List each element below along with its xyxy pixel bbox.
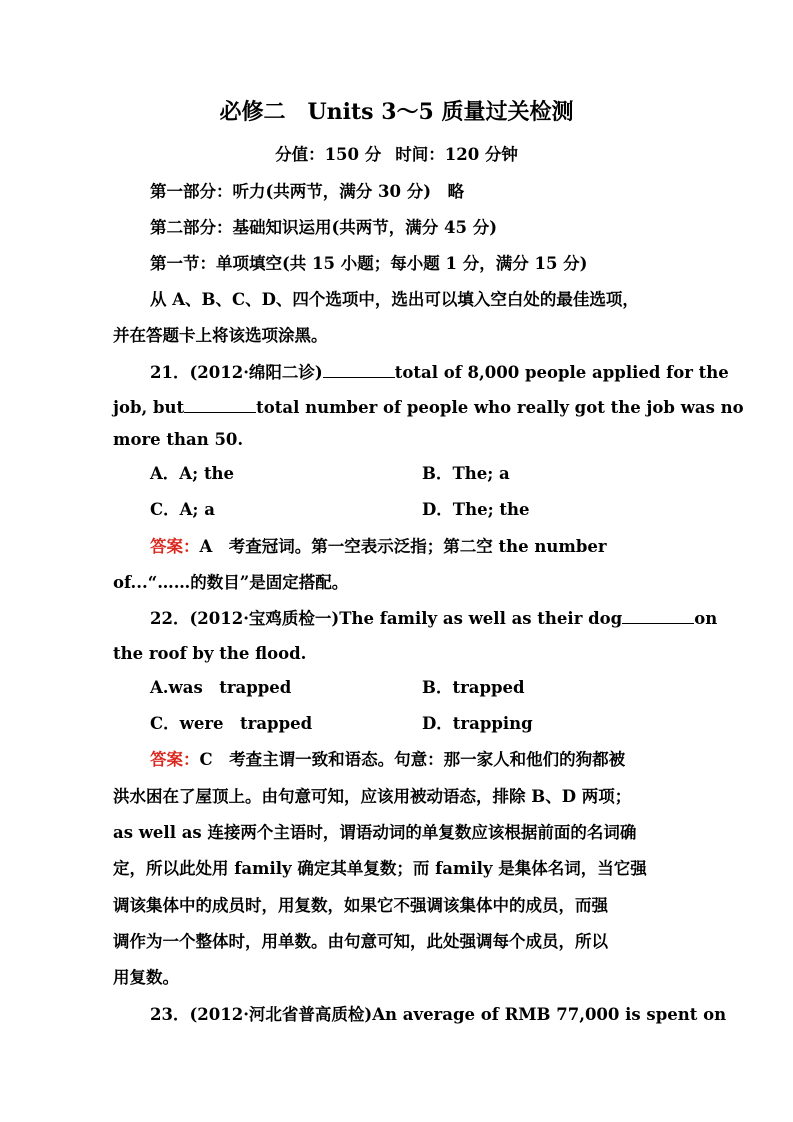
q22-text-1a: 22．(2012·宝鸡质检一)The family as well as their dog xyxy=(150,609,623,628)
q21-answer-line-1 xyxy=(150,536,607,558)
q22-answer-line-3: as well as 连接两个主语时，谓语动词的单复数应该根据前面的名词确 xyxy=(113,823,637,842)
q23-line-1: 23．(2012·河北省普高质检)An average of RMB 77,000 is spent on xyxy=(150,1005,727,1024)
q21-answer-line-2: of...“……的数目”是固定搭配。 xyxy=(113,573,349,592)
q21-text-2a: job, but xyxy=(113,398,185,417)
q21-text-1: total of 8,000 people applied for the xyxy=(394,363,729,382)
q22-answer-line-6: 调作为一个整体时，用单数。由句意可知，此处强调每个成员，所以 xyxy=(113,932,608,951)
score-time-line xyxy=(0,144,793,166)
q22-answer-text-1: C 考查主谓一致和语态。句意：那一家人和他们的狗都被 xyxy=(199,750,626,769)
q22-option-a: A.was trapped xyxy=(150,678,292,697)
q22-answer-label: 答案： xyxy=(150,750,200,769)
q22-text-1b: on xyxy=(694,609,718,628)
instructions-line-2: 并在答题卡上将该选项涂黑。 xyxy=(113,326,328,345)
q21-answer-label: 答案： xyxy=(150,537,200,556)
q22-option-d: D．trapping xyxy=(422,714,533,733)
q21-blank-1 xyxy=(323,363,395,378)
part1-heading: 第一部分：听力(共两节，满分 30 分) 略 xyxy=(150,182,465,201)
q21-blank-2 xyxy=(184,398,256,413)
q22-line-1 xyxy=(150,608,717,630)
q21-option-c: C．A; a xyxy=(150,500,215,519)
q22-option-c: C．were trapped xyxy=(150,714,313,733)
time-text: 时间：120 分钟 xyxy=(395,145,518,164)
q22-answer-line-4: 定，所以此处用 family 确定其单复数；而 family 是集体名词，当它强 xyxy=(113,859,647,878)
q21-option-d: D．The; the xyxy=(422,500,530,519)
q22-answer-line-5: 调该集体中的成员时，用复数，如果它不强调该集体中的成员，而强 xyxy=(113,896,608,915)
q22-answer-line-1 xyxy=(150,749,625,771)
q22-line-2: the roof by the flood. xyxy=(113,644,307,663)
q21-text-2b: total number of people who really got the job was no xyxy=(256,398,744,417)
q22-answer-line-2: 洪水困在了屋顶上。由句意可知，应该用被动语态，排除 B、D 两项； xyxy=(113,787,632,806)
q22-answer-line-7: 用复数。 xyxy=(113,968,179,987)
score-text: 分值：150 分 xyxy=(275,145,382,164)
q21-line-1 xyxy=(150,362,729,384)
section1-heading: 第一节：单项填空(共 15 小题；每小题 1 分，满分 15 分) xyxy=(150,254,588,273)
q22-option-b: B．trapped xyxy=(422,678,525,697)
page-title: 必修二 Units 3～5 质量过关检测 xyxy=(219,99,574,125)
q21-line-3: more than 50. xyxy=(113,430,244,449)
q21-line-2 xyxy=(113,397,744,419)
q21-option-b: B．The; a xyxy=(422,464,510,483)
q22-blank xyxy=(622,609,694,624)
q21-option-a: A．A; the xyxy=(150,464,235,483)
part2-heading: 第二部分：基础知识运用(共两节，满分 45 分) xyxy=(150,218,498,237)
q21-answer-text-1: A 考查冠词。第一空表示泛指；第二空 the number xyxy=(199,537,607,556)
instructions-line-1: 从 A、B、C、D、四个选项中，选出可以填入空白处的最佳选项， xyxy=(150,290,639,309)
q21-source: 21．(2012·绵阳二诊) xyxy=(150,363,323,382)
